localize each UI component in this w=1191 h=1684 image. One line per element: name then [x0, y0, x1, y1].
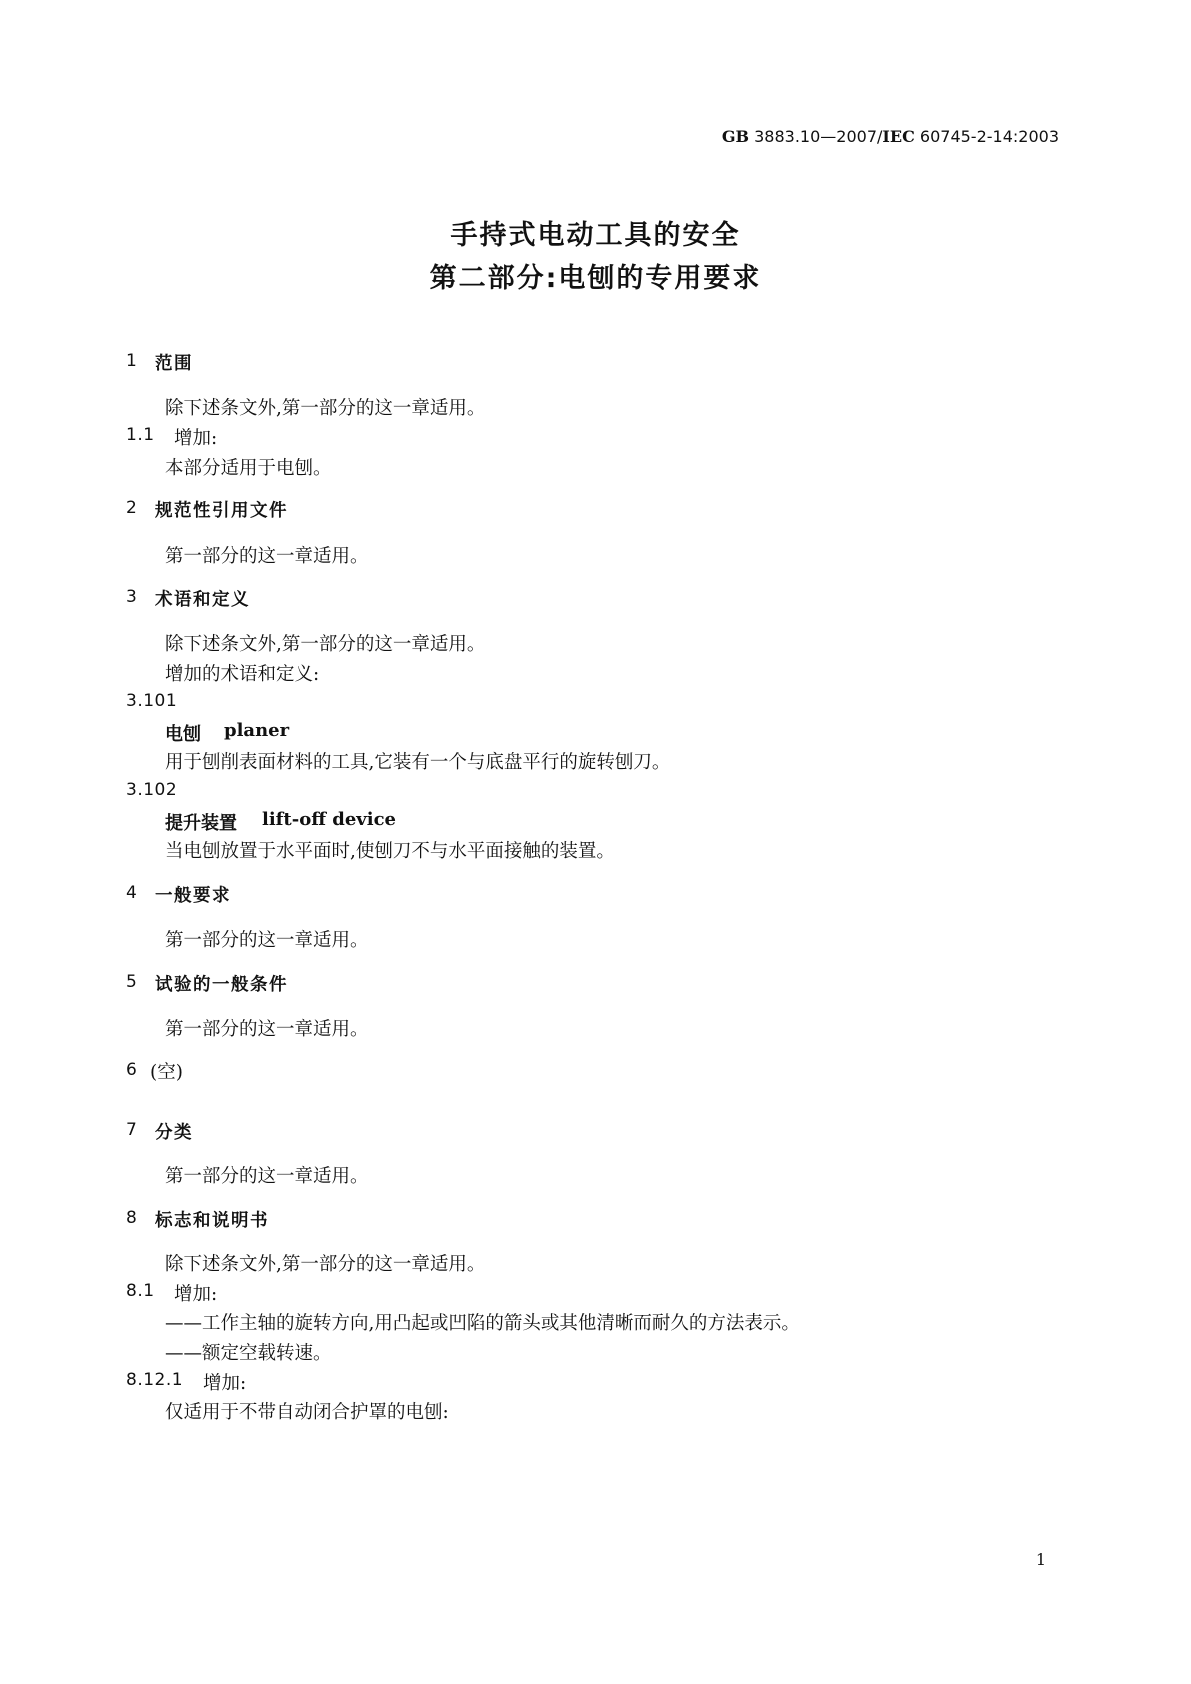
document-title-line2: 第二部分:电刨的专用要求	[429, 263, 762, 294]
clause-8-12-1-label: 增加:	[203, 1373, 247, 1394]
document-title-line1: 手持式电动工具的安全	[450, 220, 741, 251]
clause-8-1-item-1: ——工作主轴的旋转方向,用凸起或凹陷的箭头或其他清晰而耐久的方法表示。	[165, 1313, 800, 1334]
section-5-heading: 试验的一般条件	[155, 975, 288, 995]
standard-number-main: 3883.10—2007/	[749, 127, 883, 146]
clause-1-1-text: 本部分适用于电刨。	[165, 458, 332, 479]
section-4-text: 第一部分的这一章适用。	[165, 930, 369, 951]
section-1-heading: 范围	[155, 354, 193, 374]
section-8-number: 8	[126, 1208, 138, 1228]
standard-prefix-iec: IEC	[882, 127, 915, 146]
section-7-number: 7	[126, 1120, 138, 1140]
section-3-text-2: 增加的术语和定义:	[165, 664, 320, 685]
section-3-number: 3	[126, 587, 138, 607]
term-3-102-chinese: 提升装置	[165, 813, 237, 834]
clause-1-1-label: 增加:	[174, 428, 218, 449]
section-6-number: 6	[126, 1060, 138, 1080]
standard-number-iec: 60745-2-14:2003	[914, 127, 1059, 146]
term-3-102-definition: 当电刨放置于水平面时,使刨刀不与水平面接触的装置。	[165, 841, 615, 862]
standard-number	[722, 127, 1059, 146]
clause-8-12-1-text: 仅适用于不带自动闭合护罩的电刨:	[165, 1402, 449, 1423]
standard-prefix-gb: GB	[721, 127, 750, 146]
section-2-number: 2	[126, 498, 138, 518]
page-number: 1	[1035, 1550, 1046, 1569]
clause-8-12-1-number: 8.12.1	[126, 1370, 184, 1390]
term-3-101-number: 3.101	[126, 691, 178, 711]
section-2-text: 第一部分的这一章适用。	[165, 546, 369, 567]
clause-8-1-label: 增加:	[174, 1284, 218, 1305]
section-8-text: 除下述条文外,第一部分的这一章适用。	[165, 1254, 486, 1275]
section-1-text: 除下述条文外,第一部分的这一章适用。	[165, 398, 486, 419]
section-1-number: 1	[126, 351, 138, 371]
section-3-heading: 术语和定义	[155, 590, 250, 610]
term-3-102-number: 3.102	[126, 780, 178, 800]
section-2-heading: 规范性引用文件	[155, 501, 288, 521]
term-3-101-english: planer	[224, 720, 290, 741]
section-7-text: 第一部分的这一章适用。	[165, 1166, 369, 1187]
section-4-heading: 一般要求	[155, 886, 231, 906]
clause-8-1-number: 8.1	[126, 1281, 155, 1301]
section-4-number: 4	[126, 883, 138, 903]
term-3-101-chinese: 电刨	[165, 724, 201, 745]
section-8-heading: 标志和说明书	[155, 1211, 269, 1231]
section-5-text: 第一部分的这一章适用。	[165, 1019, 369, 1040]
clause-1-1-number: 1.1	[126, 425, 155, 445]
section-5-number: 5	[126, 972, 138, 992]
section-6-heading: (空)	[150, 1062, 183, 1083]
term-3-101-definition: 用于刨削表面材料的工具,它装有一个与底盘平行的旋转刨刀。	[165, 752, 671, 773]
clause-8-1-item-2: ——额定空载转速。	[165, 1343, 332, 1364]
term-3-102-english: lift-off device	[262, 809, 396, 830]
section-7-heading: 分类	[155, 1123, 193, 1143]
section-3-text-1: 除下述条文外,第一部分的这一章适用。	[165, 634, 486, 655]
